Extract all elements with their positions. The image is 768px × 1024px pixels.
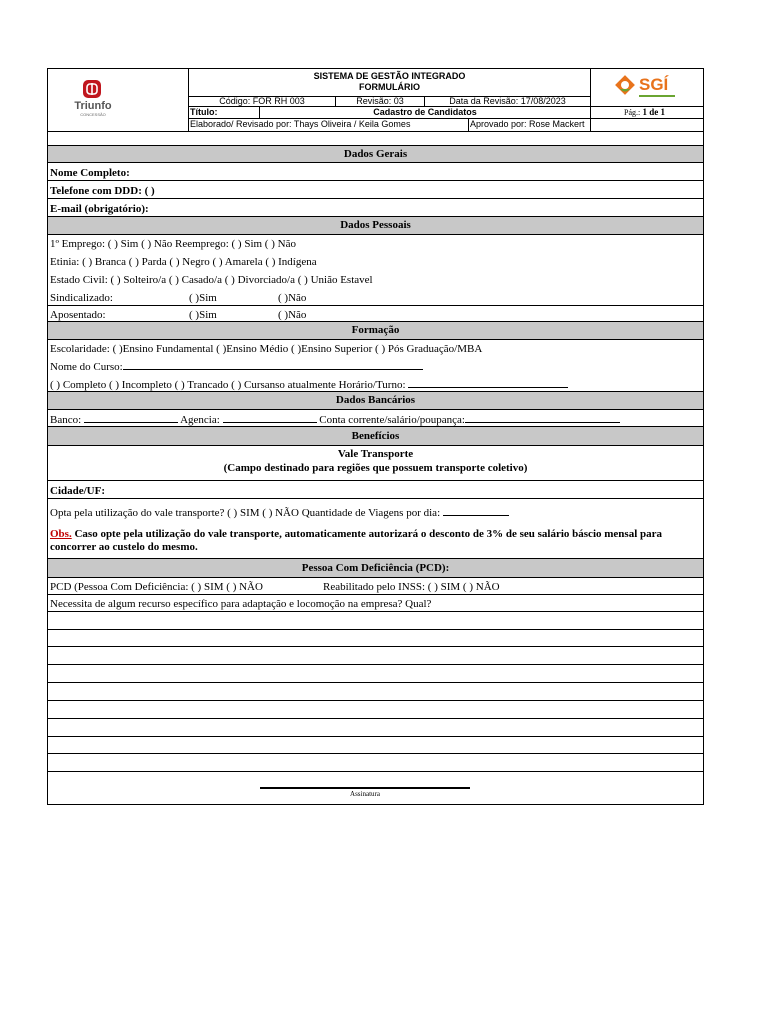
sgi-logo-icon	[614, 74, 636, 96]
banco-line	[84, 412, 178, 423]
signature-label: Assinatura	[350, 790, 380, 798]
page-value: 1 de 1	[642, 107, 665, 117]
conta-label: Conta corrente/salário/poupança:	[319, 414, 465, 426]
emprego-row: 1º Emprego: ( ) Sim ( ) Não Reemprego: ( ) Sim ( ) Não	[50, 238, 296, 250]
email-label: E-mail (obrigatório):	[50, 203, 149, 215]
dados-bancarios-heading: Dados Bancários	[48, 391, 703, 410]
beneficios-heading: Benefícios	[48, 426, 703, 446]
title-label: Título:	[190, 107, 218, 117]
opta-vale-row	[50, 505, 509, 520]
opta-vale-text: Opta pela utilização do vale transporte? ( ) SIM ( ) NÃO Quantidade de Viagens por dia:	[50, 507, 441, 519]
nome-curso-line	[123, 359, 423, 370]
estado-civil-row: Estado Civil: ( ) Solteiro/a ( ) Casado/a ( ) Divorciado/a ( ) União Estavel	[50, 274, 373, 286]
situacao-curso-text: ( ) Completo ( ) Incompleto ( ) Trancado ( ) Cursanso atualmente Horário/Turno:	[50, 379, 406, 391]
turno-line	[408, 377, 568, 388]
page-prefix: Pág.:	[624, 108, 641, 117]
agencia-line	[223, 412, 317, 423]
aposentado-nao: ( )Não	[278, 309, 307, 321]
agencia-label: Agencia:	[180, 414, 220, 426]
sindicalizado-sim: ( )Sim	[189, 292, 217, 304]
document-title: Cadastro de Candidatos	[373, 107, 477, 117]
triunfo-logo-subtext: CONCESSÃO	[80, 112, 106, 117]
candidate-registration-form	[47, 68, 704, 805]
telefone-label: Telefone com DDD: ( )	[50, 185, 155, 197]
etnia-row: Etinia: ( ) Branca ( ) Parda ( ) Negro ( ) Amarela ( ) Indígena	[50, 256, 317, 268]
triunfo-logo	[48, 69, 188, 131]
aposentado-sim: ( )Sim	[189, 309, 217, 321]
document-code: Código: FOR RH 003	[219, 96, 305, 106]
recurso-question: Necessita de algum recurso específico para adaptação e locomoção na empresa? Qual?	[50, 598, 432, 610]
form-title: FORMULÁRIO	[359, 82, 420, 92]
situacao-curso-row	[50, 377, 568, 392]
conta-line	[465, 412, 620, 423]
document-revision: Revisão: 03	[356, 96, 404, 106]
obs-note	[50, 528, 690, 554]
system-title: SISTEMA DE GESTÃO INTEGRADO	[313, 71, 466, 81]
revision-date: Data da Revisão: 17/08/2023	[449, 96, 566, 106]
banco-label: Banco:	[50, 414, 82, 426]
cidade-uf-label: Cidade/UF:	[50, 485, 105, 497]
sgi-logo	[591, 69, 703, 106]
pcd-row: PCD (Pessoa Com Deficiência: ( ) SIM ( ) NÃO	[50, 581, 263, 593]
bancarios-row	[50, 412, 620, 427]
signature-line	[260, 787, 470, 789]
sgi-logo-text: SGÍ	[639, 75, 669, 94]
vale-transporte-subtitle: (Campo destinado para regiões que possuem transporte coletivo)	[223, 462, 528, 474]
nome-completo-label: Nome Completo:	[50, 167, 130, 179]
reabilitado-row: Reabilitado pelo INSS: ( ) SIM ( ) NÃO	[323, 581, 500, 593]
vale-transporte-title: Vale Transporte	[337, 448, 414, 460]
nome-curso-row	[50, 359, 423, 374]
formacao-heading: Formação	[48, 321, 703, 340]
obs-label: Obs.	[50, 528, 72, 540]
nome-curso-label: Nome do Curso:	[50, 361, 123, 373]
sindicalizado-label: Sindicalizado:	[50, 292, 113, 304]
pcd-heading: Pessoa Com Deficiência (PCD):	[48, 558, 703, 578]
triunfo-logo-icon	[82, 79, 102, 99]
escolaridade-row: Escolaridade: ( )Ensino Fundamental ( )Ensino Médio ( )Ensino Superior ( ) Pós Graduação/MBA	[50, 343, 483, 355]
sindicalizado-nao: ( )Não	[278, 292, 307, 304]
aposentado-label: Aposentado:	[50, 309, 106, 321]
dados-gerais-heading: Dados Gerais	[48, 146, 703, 163]
approved-by: Aprovado por: Rose Mackert	[470, 119, 585, 129]
triunfo-logo-text: Triunfo	[74, 100, 112, 112]
dados-pessoais-heading: Dados Pessoais	[48, 216, 703, 235]
prepared-by: Elaborado/ Revisado por: Thays Oliveira / Keila Gomes	[190, 119, 411, 129]
page-number	[624, 107, 665, 118]
obs-text: Caso opte pela utilização do vale transporte, automaticamente autorizará o desconto de 3% de seu salário báscio mensal para concorrer ao custelo do mesmo.	[50, 528, 662, 553]
viagens-line	[443, 505, 509, 516]
